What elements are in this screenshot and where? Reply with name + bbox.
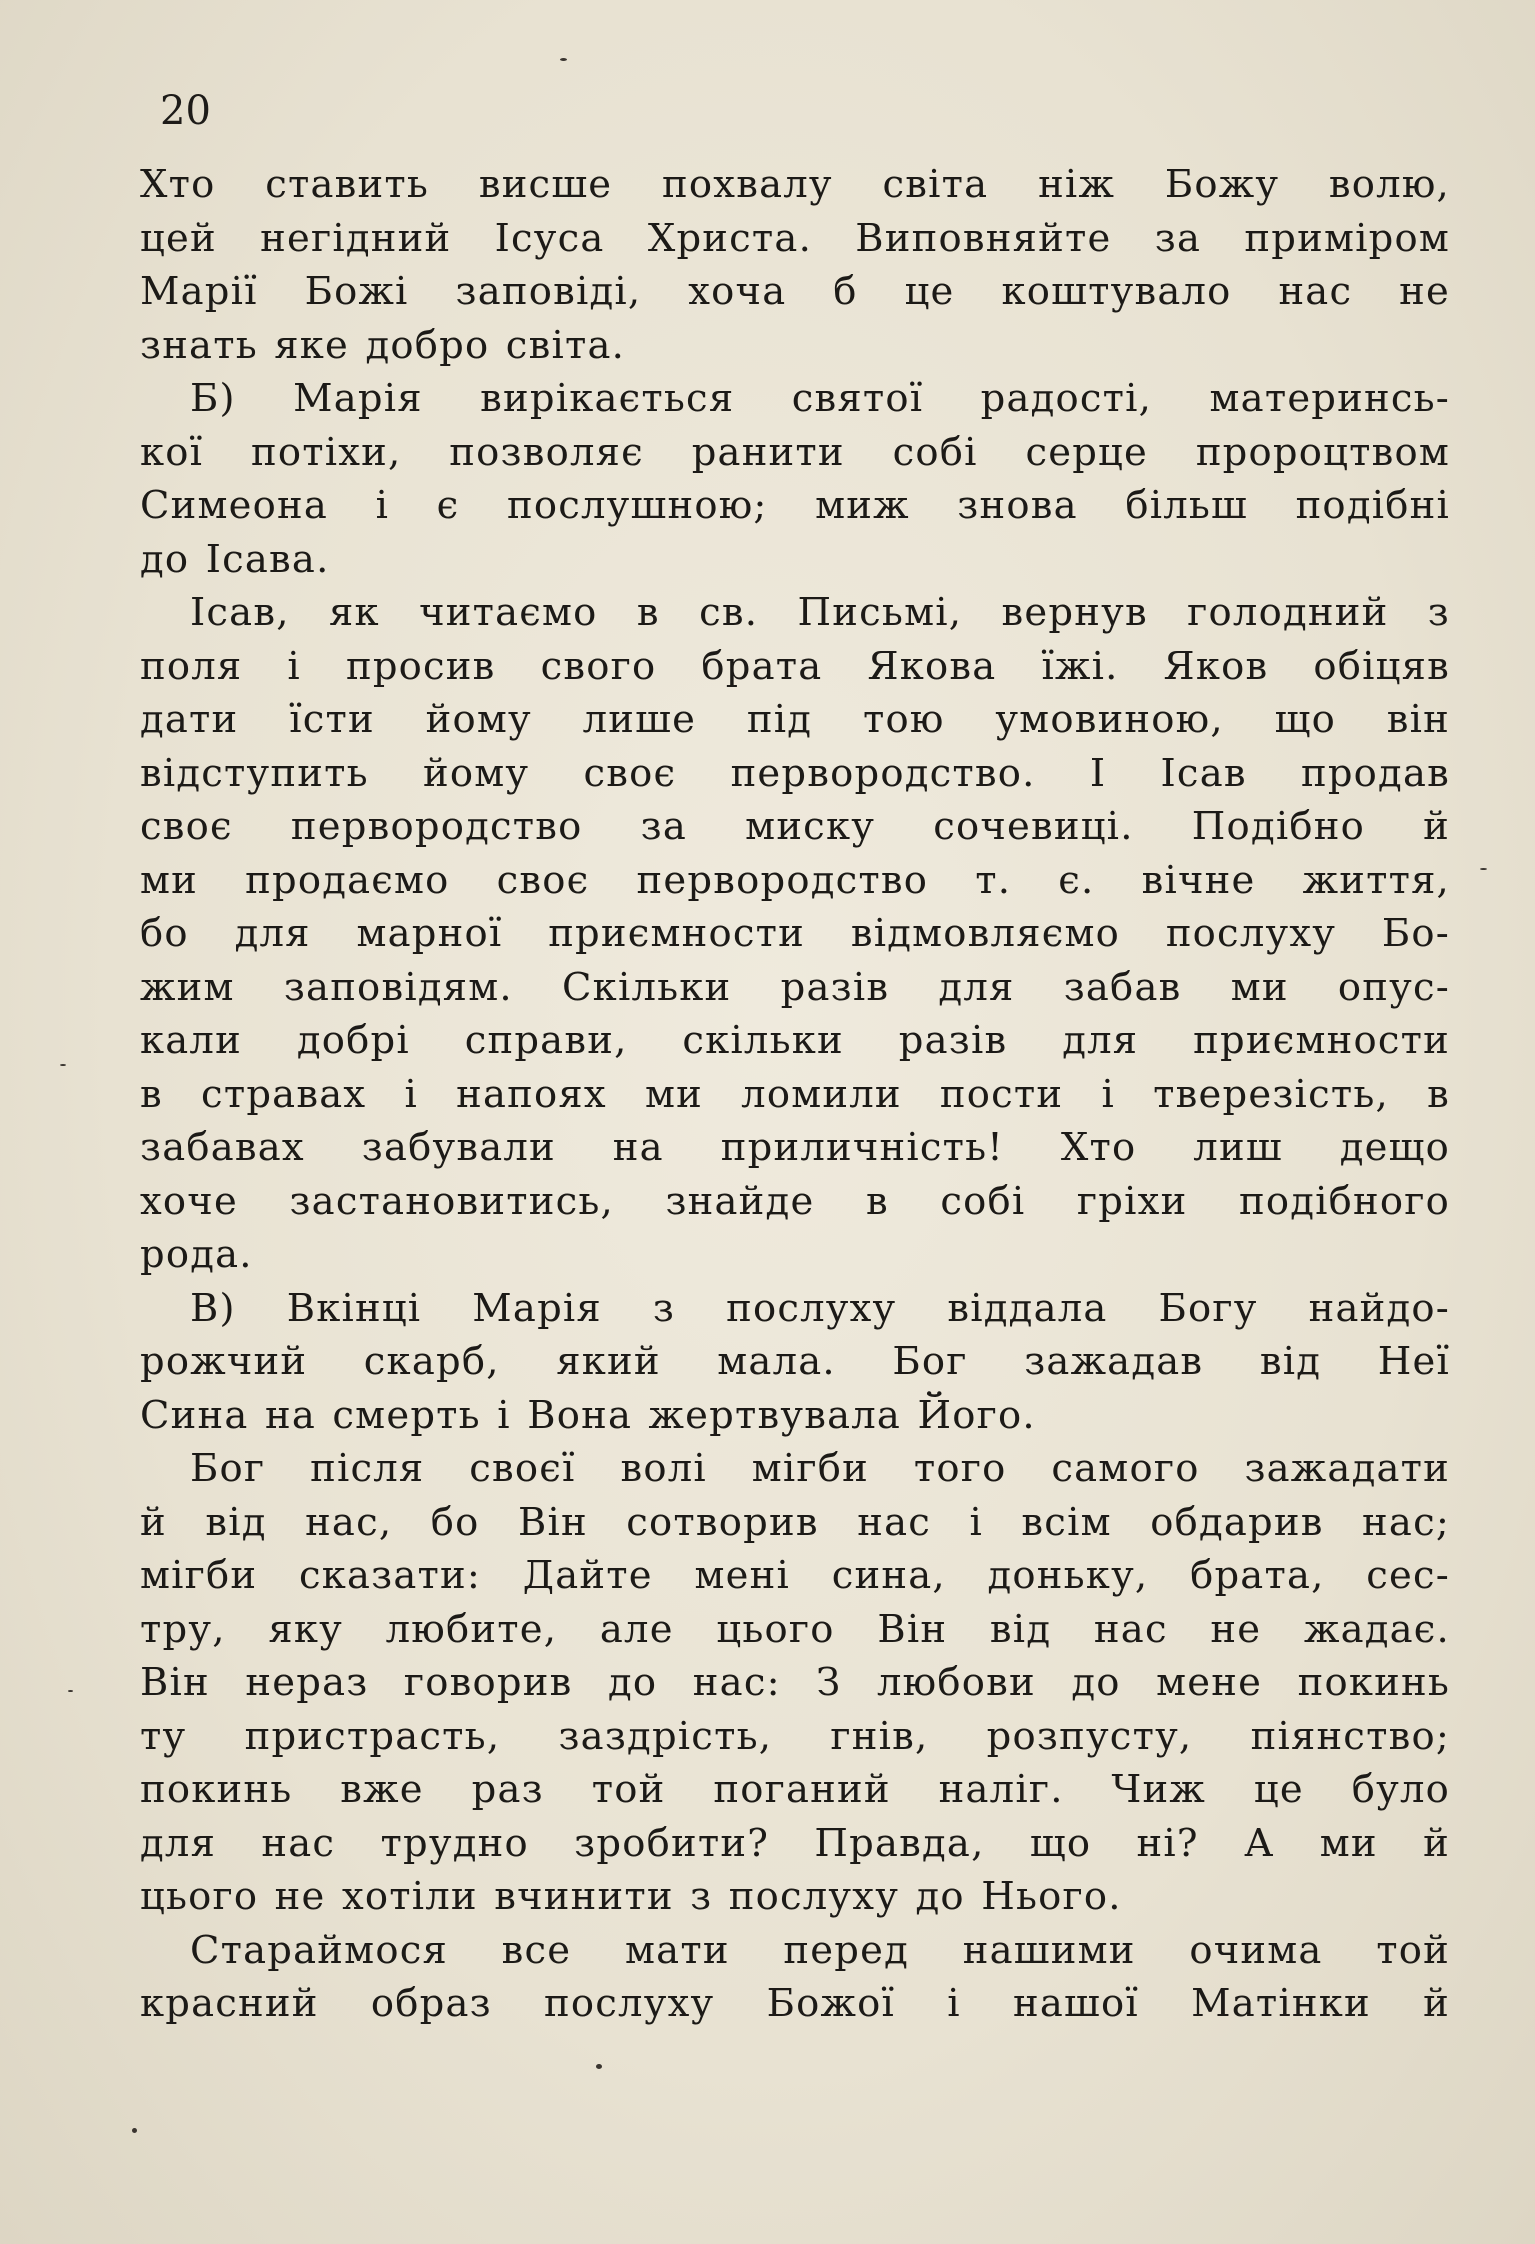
print-speck bbox=[596, 2064, 602, 2069]
text-line: Хто ставить висше похвалу світа ніж Божу волю, bbox=[140, 162, 1450, 207]
text-line: жим заповідям. Скільки разів для забав ми опус- bbox=[140, 964, 1450, 1010]
text-line: цей негідний Ісуса Христа. Виповняйте за приміром bbox=[140, 215, 1450, 261]
text-line: Бог після своєї волі мігби того самого зажадати bbox=[190, 1446, 1450, 1491]
text-line: кали добрі справи, скільки разів для приємности bbox=[140, 1018, 1450, 1063]
text-line: ту пристрасть, заздрість, гнів, розпусту, піянство; bbox=[140, 1713, 1450, 1759]
text-line: ми продаємо своє первородство т. є. вічне життя, bbox=[140, 857, 1450, 903]
text-line: й від нас, бо Він сотворив нас і всім обдарив нас; bbox=[140, 1499, 1450, 1545]
print-speck bbox=[68, 1690, 73, 1692]
print-speck bbox=[132, 2128, 137, 2133]
text-line: Симеона і є послушною; миж знова більш подібні bbox=[140, 483, 1450, 528]
paragraph bbox=[140, 586, 1450, 1282]
text-line: поля і просив свого брата Якова їжі. Яков обіцяв bbox=[140, 643, 1450, 689]
text-line: рожчий скарб, який мала. Бог зажадав від Неї bbox=[140, 1339, 1450, 1384]
text-line: бо для марної приємности відмовляємо послуху Бо- bbox=[140, 911, 1450, 956]
paragraph bbox=[140, 1924, 1450, 2031]
text-line: цього не хотіли вчинити з послуху до Нього. bbox=[140, 1874, 1122, 1919]
paragraph bbox=[140, 372, 1450, 586]
text-line: для нас трудно зробити? Правда, що ні? А ми й bbox=[140, 1820, 1450, 1866]
text-line: Сина на смерть і Вона жертвувала Його. bbox=[140, 1392, 1036, 1438]
text-line: в стравах і напоях ми ломили пости і тверезість, в bbox=[140, 1071, 1450, 1117]
text-line: мігби сказати: Дайте мені сина, доньку, брата, сес- bbox=[140, 1553, 1450, 1598]
text-line: Ісав, як читаємо в св. Письмі, вернув голодний з bbox=[190, 590, 1450, 635]
print-speck bbox=[60, 1064, 66, 1066]
page-number: 20 bbox=[160, 88, 211, 134]
text-line: знать яке добро світа. bbox=[140, 322, 626, 368]
paragraph bbox=[140, 1442, 1450, 1924]
text-line: відступить йому своє первородство. І Ісав продав bbox=[140, 750, 1450, 796]
paragraph bbox=[140, 1282, 1450, 1443]
text-line: кої потіхи, позволяє ранити собі серце пророцтвом bbox=[140, 429, 1450, 475]
paragraph bbox=[140, 158, 1450, 372]
text-line: до Ісава. bbox=[140, 536, 330, 582]
text-line: своє первородство за миску сочевиці. Подібно й bbox=[140, 804, 1450, 849]
text-line: Він нераз говорив до нас: З любови до мене покинь bbox=[140, 1660, 1450, 1705]
text-line: рода. bbox=[140, 1232, 253, 1277]
text-line: хоче застановитись, знайде в собі гріхи подібного bbox=[140, 1178, 1450, 1224]
text-line: Стараймося все мати перед нашими очима той bbox=[190, 1927, 1450, 1973]
print-speck bbox=[560, 58, 567, 61]
body-text bbox=[140, 158, 1450, 2031]
text-line: Б) Марія вирікається святої радості, материнсь- bbox=[190, 376, 1450, 421]
text-line: забавах забували на приличність! Хто лиш дещо bbox=[140, 1125, 1450, 1170]
text-line: дати їсти йому лише під тою умовиною, що він bbox=[140, 697, 1450, 742]
text-line: В) Вкінці Марія з послуху віддала Богу найдо- bbox=[190, 1285, 1450, 1331]
text-line: красний образ послуху Божої і нашої Матінки й bbox=[140, 1981, 1450, 2026]
text-line: тру, яку любите, але цього Він від нас не жадає. bbox=[140, 1606, 1450, 1652]
print-speck bbox=[1480, 868, 1487, 870]
text-line: Марії Божі заповіді, хоча б це коштувало нас не bbox=[140, 269, 1450, 314]
text-line: покинь вже раз той поганий наліг. Чиж це було bbox=[140, 1767, 1450, 1812]
